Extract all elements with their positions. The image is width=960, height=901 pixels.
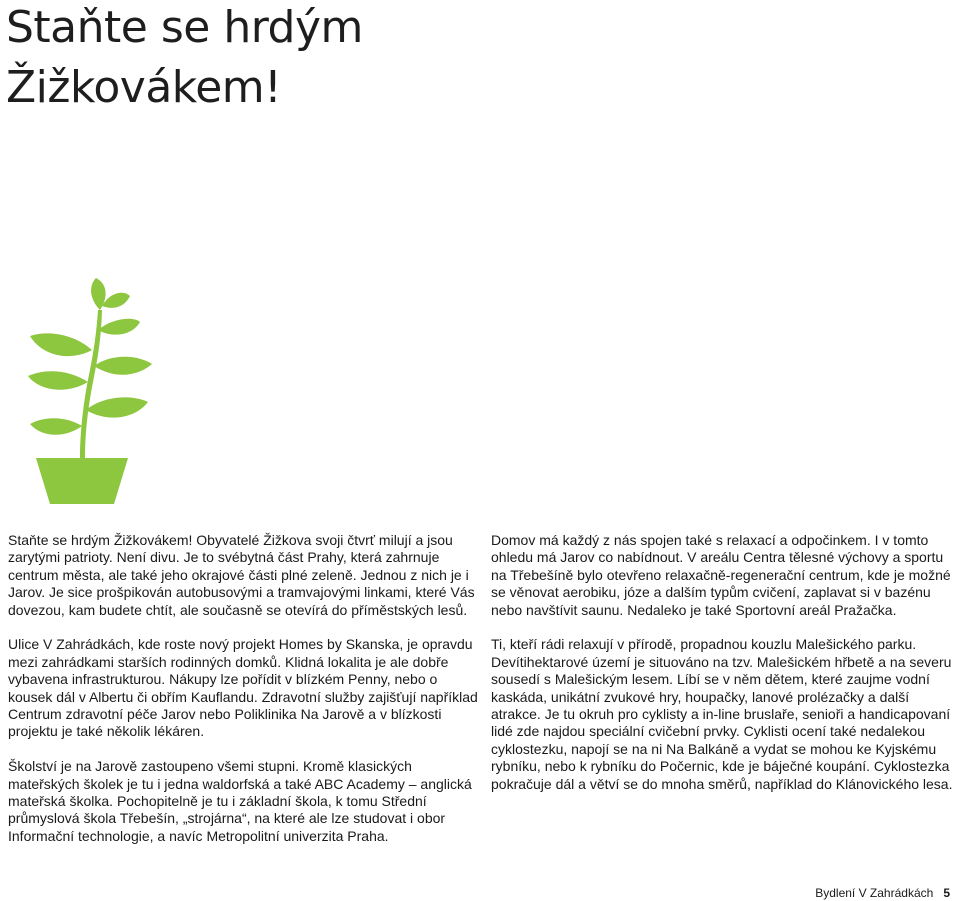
sentence: Kromě klasických mateřských školek je tu i jedna waldorfská a také ABC Academy – anglická mateřská školka. [8,758,472,810]
sentence: Jednou z nich je i Jarov. [8,566,469,601]
sentence: Je sice prošpikován autobusovými a tramvajovými linkami, které Vás dovezou, kam budete chtít, ale současně se otevírá do příměstských lesů. [8,584,475,618]
sentence: I v tomto ohledu má Jarov co nabídnout. [491,532,929,566]
sentence: Devítihektarové území je situováno na tzv. Malešickém hřbetě a na severu sousedí s Malešickým lesem. [491,653,952,688]
page-number: 5 [943,886,950,900]
sentence: Není divu. [116,549,180,566]
sentence: V areálu Centra tělesné výchovy a sportu na Třebešíně bylo otevřeno relaxačně-regenerační centrum, kde je možné se věnovat aerobiku, józe a dalším typům cvičení, zaplavat si v bazénu nebo navštívit saunu. [491,549,951,618]
paragraph-relaxation [491,532,953,619]
paragraph-park [491,636,953,793]
sentence: Pochopitelně je tu i základní škola, k tomu Střední průmyslová škola Třebešín, „strojárna“, na které ale lze studovat i obor Informační technologie, a navíc Metropolitní univerzita Praha. [8,793,446,844]
sentence: Klidná lokalita je ale dobře vybavena infrastrukturou. [8,653,449,688]
paragraph-infrastructure [8,636,480,740]
page-title [6,0,363,118]
sentence: Nedaleko je také Sportovní areál Pražačka. [627,601,897,618]
page-title-line-1: Staňte se hrdým [6,2,363,53]
sentence: Zdravotní služby zajišťují například Centrum zdravotní péče Jarov nebo Poliklinika Na Jarově a v blízkosti projektu je také několik lékáren. [8,688,478,740]
sentence: Cyklisti ocení také nedalekou cyklostezku, napojí se na ni Na Balkáně a vydat se mohou ke Kyjskému rybníku, nebo k rybníku do Počernic, kde je báječné koupání. [491,723,937,775]
sentence: Je tu okruh pro cyklisty a in-line bruslaře, senioři a handicapovaní lidé zde najdou speciální cvičební prvky. [491,706,951,740]
sentence: Líbí se v něm dětem, které zaujme vodní kaskáda, unikátní zvukové hry, houpačky, lanové prolézačky a další atrakce. [491,671,930,723]
plant-in-pot-illustration [18,270,164,510]
sentence: Školství je na Jarově zastoupeno všemi stupni. [8,758,300,775]
sentence: Nákupy lze pořídit v blízkém Penny, nebo o kousek dál v Albertu či obřím Kauflandu. [8,671,438,705]
sentence: Je to svébytná část Prahy, která zahrnuje centrum města, ale také jeho okrajové části plné zeleně. [8,549,440,583]
paragraph-schools [8,758,480,845]
sentence: Domov má každý z nás spojen také s relaxací a odpočinkem. [491,532,871,548]
page-footer [815,886,950,900]
left-text-column [8,532,480,863]
right-text-column [491,532,953,810]
page-title-line-2: Žižkovákem! [6,62,282,113]
sentence: Ulice V Zahrádkách, kde roste nový projekt Homes by Skanska, je opravdu mezi zahrádkami starších rodinných domků. [8,636,473,670]
paragraph-intro [8,532,480,619]
sentence: Ti, kteří rádi relaxují v přírodě, propadnou kouzlu Malešického parku. [491,636,917,653]
sentence: Staňte se hrdým Žižkovákem! Obyvatelé Žižkova svoji čtvrť milují a jsou zarytými patrioty. [8,532,453,566]
footer-label: Bydlení V Zahrádkách [815,886,934,900]
sentence: Cyklostezka pokračuje dál a větví se do mnoha směrů, například do Klánovického lesa. [491,758,953,792]
